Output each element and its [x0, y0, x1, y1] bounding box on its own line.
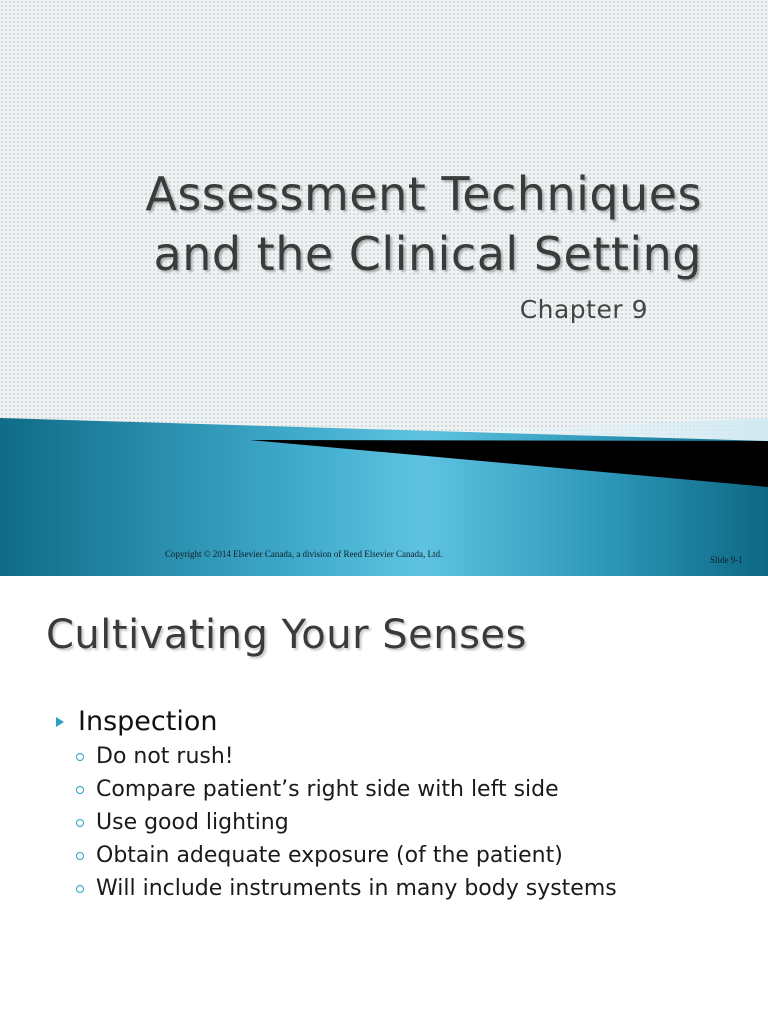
bullet-label: Inspection — [78, 706, 218, 737]
sub-bullet-item — [76, 839, 617, 872]
circle-bullet-icon — [76, 852, 84, 860]
sub-bullet-item — [76, 740, 617, 773]
sub-bullet-text: Use good lighting — [96, 810, 289, 835]
sub-bullet-item — [76, 773, 617, 806]
sub-bullet-item — [76, 872, 617, 905]
circle-bullet-icon — [76, 819, 84, 827]
circle-bullet-icon — [76, 786, 84, 794]
triangle-bullet-icon — [56, 717, 64, 727]
slide-number: Slide 9-1 — [710, 555, 743, 565]
title-line-2: and the Clinical Setting — [153, 227, 702, 281]
copyright-footer: Copyright © 2014 Elsevier Canada, a division of Reed Elsevier Canada, Ltd. — [165, 549, 443, 559]
circle-bullet-icon — [76, 753, 84, 761]
slide-title — [145, 164, 702, 284]
bullet-item — [56, 706, 217, 737]
title-line-1: Assessment Techniques — [145, 167, 702, 221]
sub-bullet-item — [76, 806, 617, 839]
sub-bullet-text: Obtain adequate exposure (of the patient) — [96, 843, 563, 868]
content-slide — [0, 576, 768, 1024]
circle-bullet-icon — [76, 885, 84, 893]
slide-heading: Cultivating Your Senses — [46, 612, 527, 658]
sub-bullet-text: Compare patient’s right side with left side — [96, 777, 559, 802]
sub-bullet-text: Will include instruments in many body systems — [96, 876, 617, 901]
sub-bullet-text: Do not rush! — [96, 744, 234, 769]
slide-subtitle: Chapter 9 — [519, 295, 648, 324]
sub-bullet-list — [76, 740, 617, 905]
